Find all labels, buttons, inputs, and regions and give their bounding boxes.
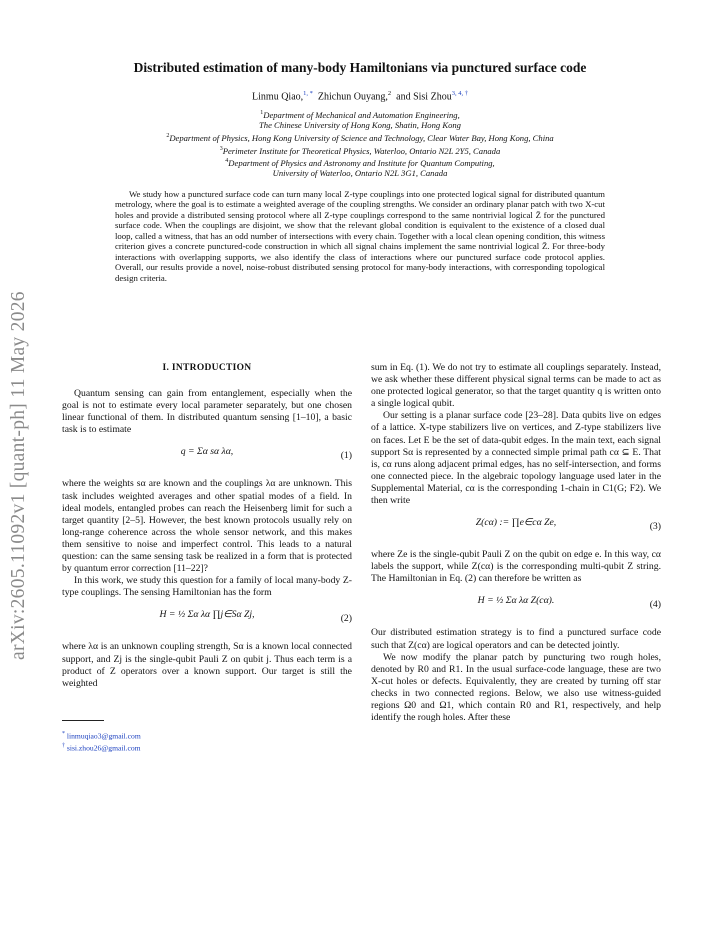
affiliation-line: $^3$Perimeter Institute for Theoretical Physics, Waterloo, Ontario N2L 2Y5, Canada bbox=[219, 145, 501, 156]
author-mark[interactable]: 3, 4, † bbox=[451, 90, 468, 97]
equation-1 bbox=[62, 446, 352, 468]
equation-number: (4) bbox=[649, 599, 661, 611]
equation-number: (2) bbox=[340, 613, 352, 625]
author-name: Zhichun Ouyang, bbox=[317, 91, 388, 103]
affiliation-line: The Chinese University of Hong Kong, Shatin, Hong Kong bbox=[259, 120, 461, 131]
paragraph: Our setting is a planar surface code [23–28]. Data qubits live on edges of a lattice. X-type stabilizers live on vertices, and Z-type stabilizers live on faces. Let E be the set of data-qubit edges. In the main text, each signal support Sα is represented by a connected simple primal path cα ⊆ E. That is, cα runs along adjacent primal edges, has no self-intersection, and forms one connected piece. In the algebraic topology language used later in the Supplemental Material, cα is the corresponding 1-chain in C1(G; F2). We then write bbox=[371, 410, 661, 507]
section-heading: I. INTRODUCTION bbox=[162, 363, 252, 373]
equation-body: Z(cα) := ∏e∈cα Ze, bbox=[475, 517, 557, 529]
equation-body: q = Σα sα λα, bbox=[180, 446, 234, 458]
affiliation-line: $^4$Department of Physics and Astronomy and Institute for Quantum Computing, bbox=[225, 157, 495, 168]
footnote[interactable]: * linmuqiao3@gmail.com bbox=[62, 730, 141, 741]
author-name: and Sisi Zhou bbox=[396, 91, 452, 103]
paragraph: Quantum sensing can gain from entanglement, especially when the goal is not to estimate every local parameter separately, but one chosen linear functional of them. In distributed quantum sensing [1–10], a basic task is to estimate bbox=[62, 388, 352, 436]
equation-3 bbox=[371, 517, 661, 539]
equation-2 bbox=[62, 609, 352, 631]
paragraph: sum in Eq. (1). We do not try to estimate all couplings separately. Instead, we ask whether these different physical signal terms can be made to act as one protected logical generator, so that the target quantity q is written onto a single logical qubit. bbox=[371, 362, 661, 410]
abstract: We study how a punctured surface code can turn many local Z-type couplings into one protected logical signal for distributed quantum metrology, where the goal is to estimate a weighted average of the coupling strengths. We consider an ordinary planar patch with two X-cut holes and provide a distributed sensing protocol where all Z-type couplings correspond to the same nontrivial logical Z̄ for the punctured surface code. When the couplings are disjoint, we show that the relevant global condition is equivalent to the existence of a closed dual loop, called a witness, that has an odd number of intersections with every chain. Together with a local clean opening condition, this witness criterion gives a concrete punctured-code construction in which all signal chains implement the same nontrivial logical Z̄. For three-body interactions with overlapping supports, we also identify the class of interactions where our punctured surface code protocol applies. Overall, our results provide a novel, noise-robust distributed sensing protocol for many-body interactions, with corresponding topological design criteria. bbox=[115, 189, 605, 283]
affiliation-line: $^2$Department of Physics, Hong Kong University of Science and Technology, Clear Water Bay, Hong Kong, China bbox=[166, 132, 554, 143]
affiliation-line: $^1$Department of Mechanical and Automation Engineering, bbox=[260, 109, 460, 120]
paper-title: Distributed estimation of many-body Hamiltonians via punctured surface code bbox=[133, 60, 587, 75]
footnote[interactable]: † sisi.zhou26@gmail.com bbox=[62, 743, 141, 753]
right-column bbox=[371, 362, 661, 724]
paragraph: In this work, we study this question for a family of local many-body Z-type couplings. The sensing Hamiltonian has the form bbox=[62, 575, 352, 599]
equation-body: H = ½ Σα λα Z(cα). bbox=[477, 595, 555, 607]
paragraph: Our distributed estimation strategy is to find a punctured surface code such that Z(cα) are logical operators and can be detected jointly. bbox=[371, 627, 661, 651]
left-column bbox=[62, 362, 352, 754]
author-list bbox=[60, 90, 660, 102]
affiliation-list bbox=[60, 108, 660, 179]
footnote-rule bbox=[62, 720, 104, 721]
affiliation-line: University of Waterloo, Ontario N2L 3G1, Canada bbox=[272, 168, 448, 179]
equation-body: H = ½ Σα λα ∏j∈Sα Zj, bbox=[159, 609, 255, 621]
equation-number: (1) bbox=[340, 450, 352, 462]
paragraph: We now modify the planar patch by puncturing two rough holes, denoted by R0 and R1. In the usual surface-code language, these are two X-cut holes or defects. Equivalently, they are created by turning off star checks in two connected regions. Below, we also use witness-guided regions Ω0 and Ω1, which contain R0 and R1, respectively, and help identify the rough holes. After these bbox=[371, 651, 661, 724]
paragraph: where Ze is the single-qubit Pauli Z on the qubit on edge e. In this way, cα labels the support, while Z(cα) is the corresponding multi-qubit Z string. The Hamiltonian in Eq. (2) can therefore be written as bbox=[371, 549, 661, 585]
paragraph: where the weights sα are known and the couplings λα are unknown. This task includes weighted averages and other spatial modes of a field. In ideal models, entangled probes can reach the Heisenberg limit for such a target quantity [2–5]. However, the best known protocols usually rely on long-range coherence across the whole sensor network, and this makes them sensitive to noise and imperfect control. This leads to a natural question: can the same sensing task be realized in a form that is protected by quantum error correction [11–22]? bbox=[62, 478, 352, 575]
author-mark: 2 bbox=[387, 90, 392, 97]
arxiv-identifier[interactable]: arXiv:2605.11092v1 [quant-ph] 11 May 2026 bbox=[8, 291, 29, 660]
author-mark[interactable]: 1, * bbox=[303, 90, 313, 97]
equation-number: (3) bbox=[649, 521, 661, 533]
paragraph: where λα is an unknown coupling strength, Sα is a known local connected support, and Zj is the single-qubit Pauli Z on qubit j. Thus each term is a product of Z operators over a known support. Our target is still the weighted bbox=[62, 641, 352, 689]
equation-4 bbox=[371, 595, 661, 617]
author-name: Linmu Qiao, bbox=[252, 91, 304, 103]
